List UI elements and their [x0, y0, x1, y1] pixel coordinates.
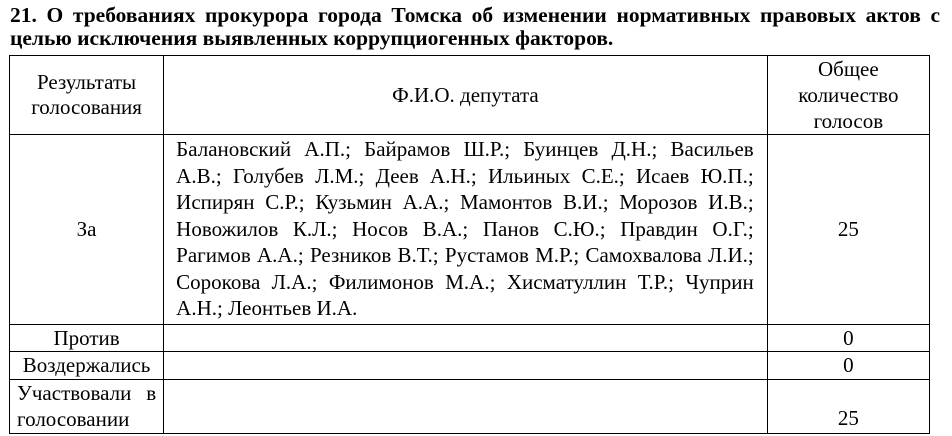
table-header-row: [10, 56, 930, 135]
table-row: [10, 352, 930, 380]
vote-count-for: 25: [767, 135, 929, 325]
voting-results-table: [9, 55, 930, 434]
table-row: [10, 135, 930, 325]
header-deputy-names: Ф.И.О. депутата: [164, 56, 768, 135]
deputy-names-for: Балановский А.П.; Байрамов Ш.Р.; Буинцев Д.Н.; Васильев А.В.; Голубев Л.М.; Деев А.Н.; Ильиных С.Е.; Исаев Ю.П.; Испирян С.Р.; Кузьмин А.А.; Мамонтов В.И.; Морозов И.В.; Новожилов К.Л.; Носов В.А.; Панов С.Ю.; Правдин О.Г.; Рагимов А.А.; Резников В.Т.; Рустамов М.Р.; Самохвалова Л.И.; Сорокова Л.А.; Филимонов М.А.; Хисматуллин Т.Р.; Чуприн А.Н.; Леонтьев И.А.: [164, 135, 768, 325]
deputy-names-against: [164, 324, 768, 352]
deputy-names-participated: [164, 379, 768, 433]
deputy-names-abstained: [164, 352, 768, 380]
header-voting-results: Результаты голосования: [10, 56, 164, 135]
vote-count-participated: 25: [767, 379, 929, 433]
result-label-against: Против: [10, 324, 164, 352]
table-row: [10, 324, 930, 352]
vote-count-abstained: 0: [767, 352, 929, 380]
result-label-participated: Участвовали в голосовании: [10, 379, 164, 433]
agenda-item-title: О требованиях прокурора города Томска об изменении нормативных правовых актов с целью исключения выявленных коррупциогенных факторов.: [10, 3, 940, 50]
agenda-item-heading: [10, 4, 940, 50]
vote-count-against: 0: [767, 324, 929, 352]
agenda-item-number: 21.: [10, 3, 37, 27]
result-label-abstained: Воздержались: [10, 352, 164, 380]
table-row: [10, 379, 930, 433]
result-label-for: За: [10, 135, 164, 325]
header-total-votes: Общее количество голосов: [767, 56, 929, 135]
